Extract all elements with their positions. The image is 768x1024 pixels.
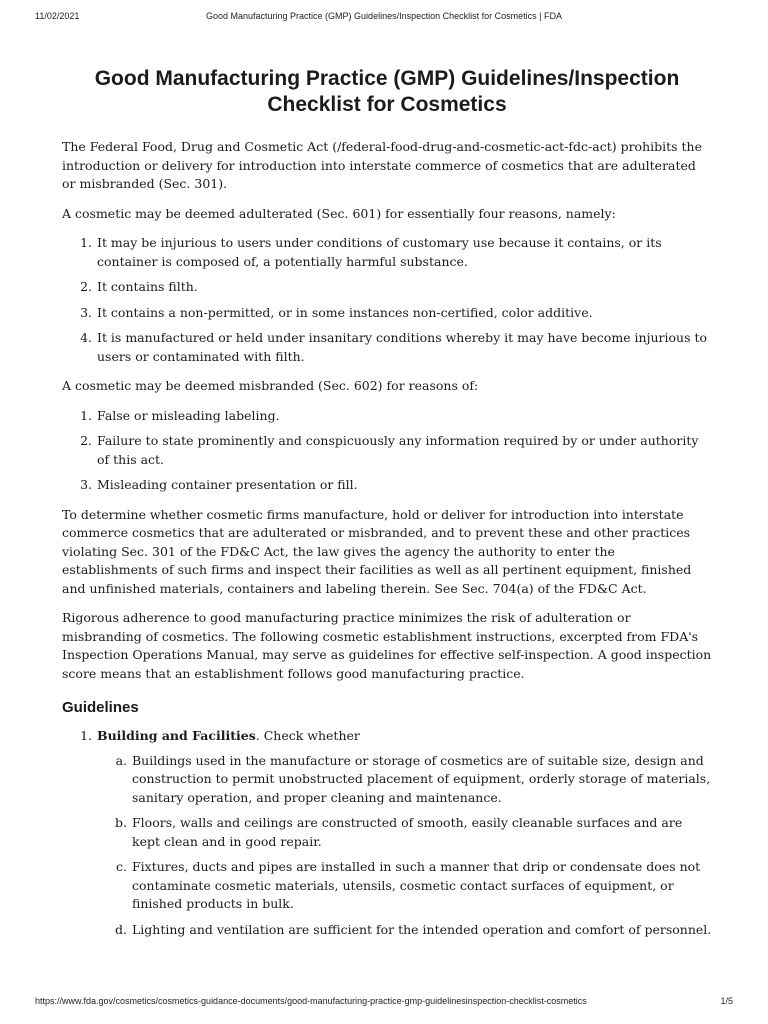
list-item: 1. It may be injurious to users under conditions of customary use because it contains, or its container is composed of, a potentially harmful substance. <box>96 234 712 271</box>
guideline-item <box>96 727 712 939</box>
intro-paragraph: The Federal Food, Drug and Cosmetic Act (/federal-food-drug-and-cosmetic-act-fdc-act) prohibits the introduction or delivery for introduction into interstate commerce of cosmetics that are adulterated or misbranded (Sec. 301). <box>62 139 703 191</box>
list-item: 1. False or misleading labeling. <box>96 407 712 426</box>
checklist-item: a. Buildings used in the manufacture or storage of cosmetics are of suitable size, design and construction to permit unobstructed placement of equipment, orderly storage of materials, sanitary operation, and proper cleaning and maintenance. <box>131 752 712 808</box>
document-body <box>62 66 712 950</box>
print-url: https://www.fda.gov/cosmetics/cosmetics-guidance-documents/good-manufacturing-practice-gmp-guidelinesinspection-checklist-cosmetics <box>35 996 587 1006</box>
adulterated-list <box>62 234 712 366</box>
building-checklist <box>97 752 712 940</box>
misbranded-list <box>62 407 712 495</box>
page-number: 1/5 <box>720 996 733 1006</box>
guidelines-heading: Guidelines <box>62 699 139 716</box>
checklist-item: b. Floors, walls and ceilings are constructed of smooth, easily cleanable surfaces and are kept clean and in good repair. <box>131 814 712 851</box>
checklist-item: d. Lighting and ventilation are sufficient for the intended operation and comfort of personnel. <box>131 921 712 940</box>
list-item: 3. Misleading container presentation or fill. <box>96 476 712 495</box>
misbranded-lead: A cosmetic may be deemed misbranded (Sec. 602) for reasons of: <box>62 378 479 393</box>
list-item: 4. It is manufactured or held under insanitary conditions whereby it may have become injurious to users or contaminated with filth. <box>96 329 712 366</box>
print-page-title: Good Manufacturing Practice (GMP) Guidelines/Inspection Checklist for Cosmetics | FDA <box>206 11 562 21</box>
print-header <box>0 11 768 27</box>
guideline-title-suffix: . Check whether <box>255 728 360 743</box>
guideline-title: Building and Facilities <box>97 728 256 743</box>
list-item: 3. It contains a non-permitted, or in some instances non-certified, color additive. <box>96 304 712 323</box>
list-item: 2. Failure to state prominently and conspicuously any information required by or under authority of this act. <box>96 432 712 469</box>
guidelines-list <box>62 727 712 939</box>
authority-paragraph: To determine whether cosmetic firms manufacture, hold or deliver for introduction into interstate commerce cosmetics that are adulterated or misbranded, and to prevent these and other practices violating Sec. 301 of the FD&C Act, the law gives the agency the authority to enter the establishments of such firms and inspect their facilities as well as all pertinent equipment, finished and unfinished materials, containers and labeling therein. See Sec. 704(a) of the FD&C Act. <box>62 506 692 596</box>
print-date: 11/02/2021 <box>35 11 80 21</box>
adherence-paragraph: Rigorous adherence to good manufacturing practice minimizes the risk of adulteration or misbranding of cosmetics. The following cosmetic establishment instructions, excerpted from FDA's Inspection Operations Manual, may serve as guidelines for effective self-inspection. A good inspection score means that an establishment follows good manufacturing practice. <box>62 610 712 681</box>
adulterated-lead: A cosmetic may be deemed adulterated (Sec. 601) for essentially four reasons, namely: <box>62 205 616 221</box>
list-item: 2. It contains filth. <box>96 278 712 297</box>
document-title: Good Manufacturing Practice (GMP) Guidelines/Inspection Checklist for Cosmetics <box>94 67 680 116</box>
print-footer <box>0 996 768 1012</box>
checklist-item: c. Fixtures, ducts and pipes are installed in such a manner that drip or condensate does not contaminate cosmetic materials, utensils, cosmetic contact surfaces of equipment, or finished products in bulk. <box>131 858 712 914</box>
